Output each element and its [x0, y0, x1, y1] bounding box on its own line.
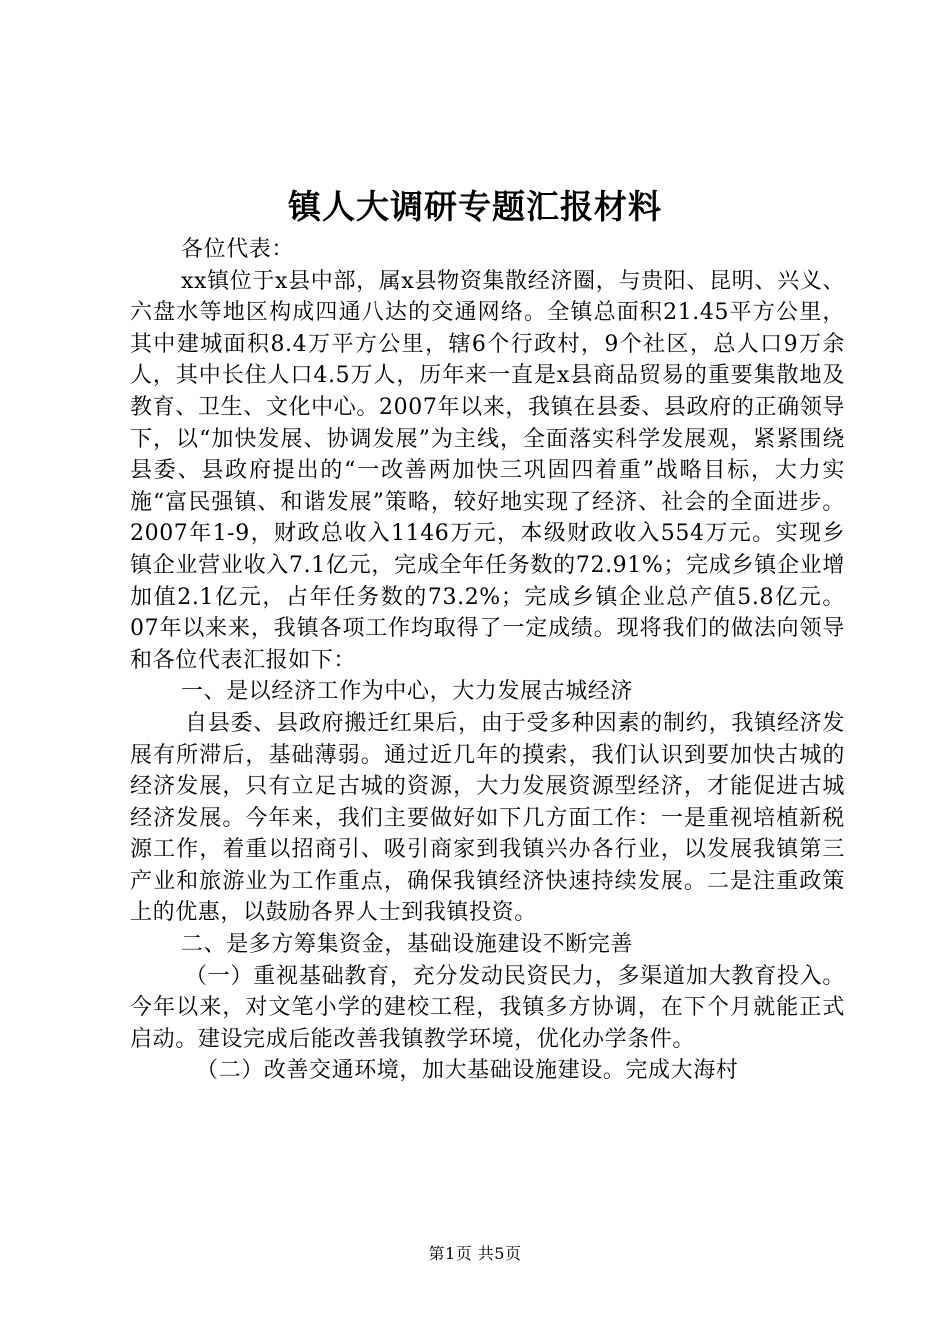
paragraph-traffic: （二）改善交通环境，加大基础设施建设。完成大海村 — [196, 1058, 739, 1084]
section-heading-1: 一、是以经济工作为中心，大力发展古城经济 — [181, 679, 634, 705]
salutation: 各位代表： — [181, 237, 295, 262]
document-title: 镇人大调研专题汇报材料 — [288, 187, 662, 226]
page-footer: 第1页 共5页 — [428, 1244, 522, 1263]
paragraph-economy: 自县委、县政府搬迁红果后，由于受多种因素的制约，我镇经济发展有所滞后，基础薄弱。通过近几年的摸索，我们认识到要加快古城的经济发展，只有立足古城的资源，大力发展资源型经济，才能促进古城经济发展。今年来，我们主要做好如下几方面工作：一是重视培植新税源工作，着重以招商引、吸引商家到我镇兴办各行业，以发展我镇第三产业和旅游业为工作重点，确保我镇经济快速持续发展。二是注重政策上的优惠，以鼓励各界人士到我镇投资。 — [130, 710, 845, 926]
section-heading-2: 二、是多方筹集资金，基础设施建设不断完善 — [181, 932, 634, 958]
paragraph-education: （一）重视基础教育，充分发动民资民力，多渠道加大教育投入。今年以来，对文笔小学的建校工程，我镇多方协调，在下个月就能正式启动。建设完成后能改善我镇教学环境，优化办学条件。 — [130, 963, 845, 1052]
document-body — [130, 234, 845, 1087]
paragraph-overview: xx镇位于x县中部，属x县物资集散经济圈，与贵阳、昆明、兴义、六盘水等地区构成四通八达的交通网络。全镇总面积21.45平方公里，其中建城面积8.4万平方公里，辖6个行政村，9个社区，总人口9万余人，其中长住人口4.5万人，历年来一直是x县商品贸易的重要集散地及教育、卫生、文化中心。2007年以来，我镇在县委、县政府的正确领导下，以“加快发展、协调发展”为主线，全面落实科学发展观，紧紧围绕县委、县政府提出的“一改善两加快三巩固四着重”战略目标，大力实施“富民强镇、和谐发展”策略，较好地实现了经济、社会的全面进步。2007年1-9，财政总收入1146万元，本级财政收入554万元。实现乡镇企业营业收入7.1亿元，完成全年任务数的72.91%；完成乡镇企业增加值2.1亿元，占年任务数的73.2%；完成乡镇企业总产值5.8亿元。07年以来来，我镇各项工作均取得了一定成绩。现将我们的做法向领导和各位代表汇报如下： — [130, 268, 845, 673]
